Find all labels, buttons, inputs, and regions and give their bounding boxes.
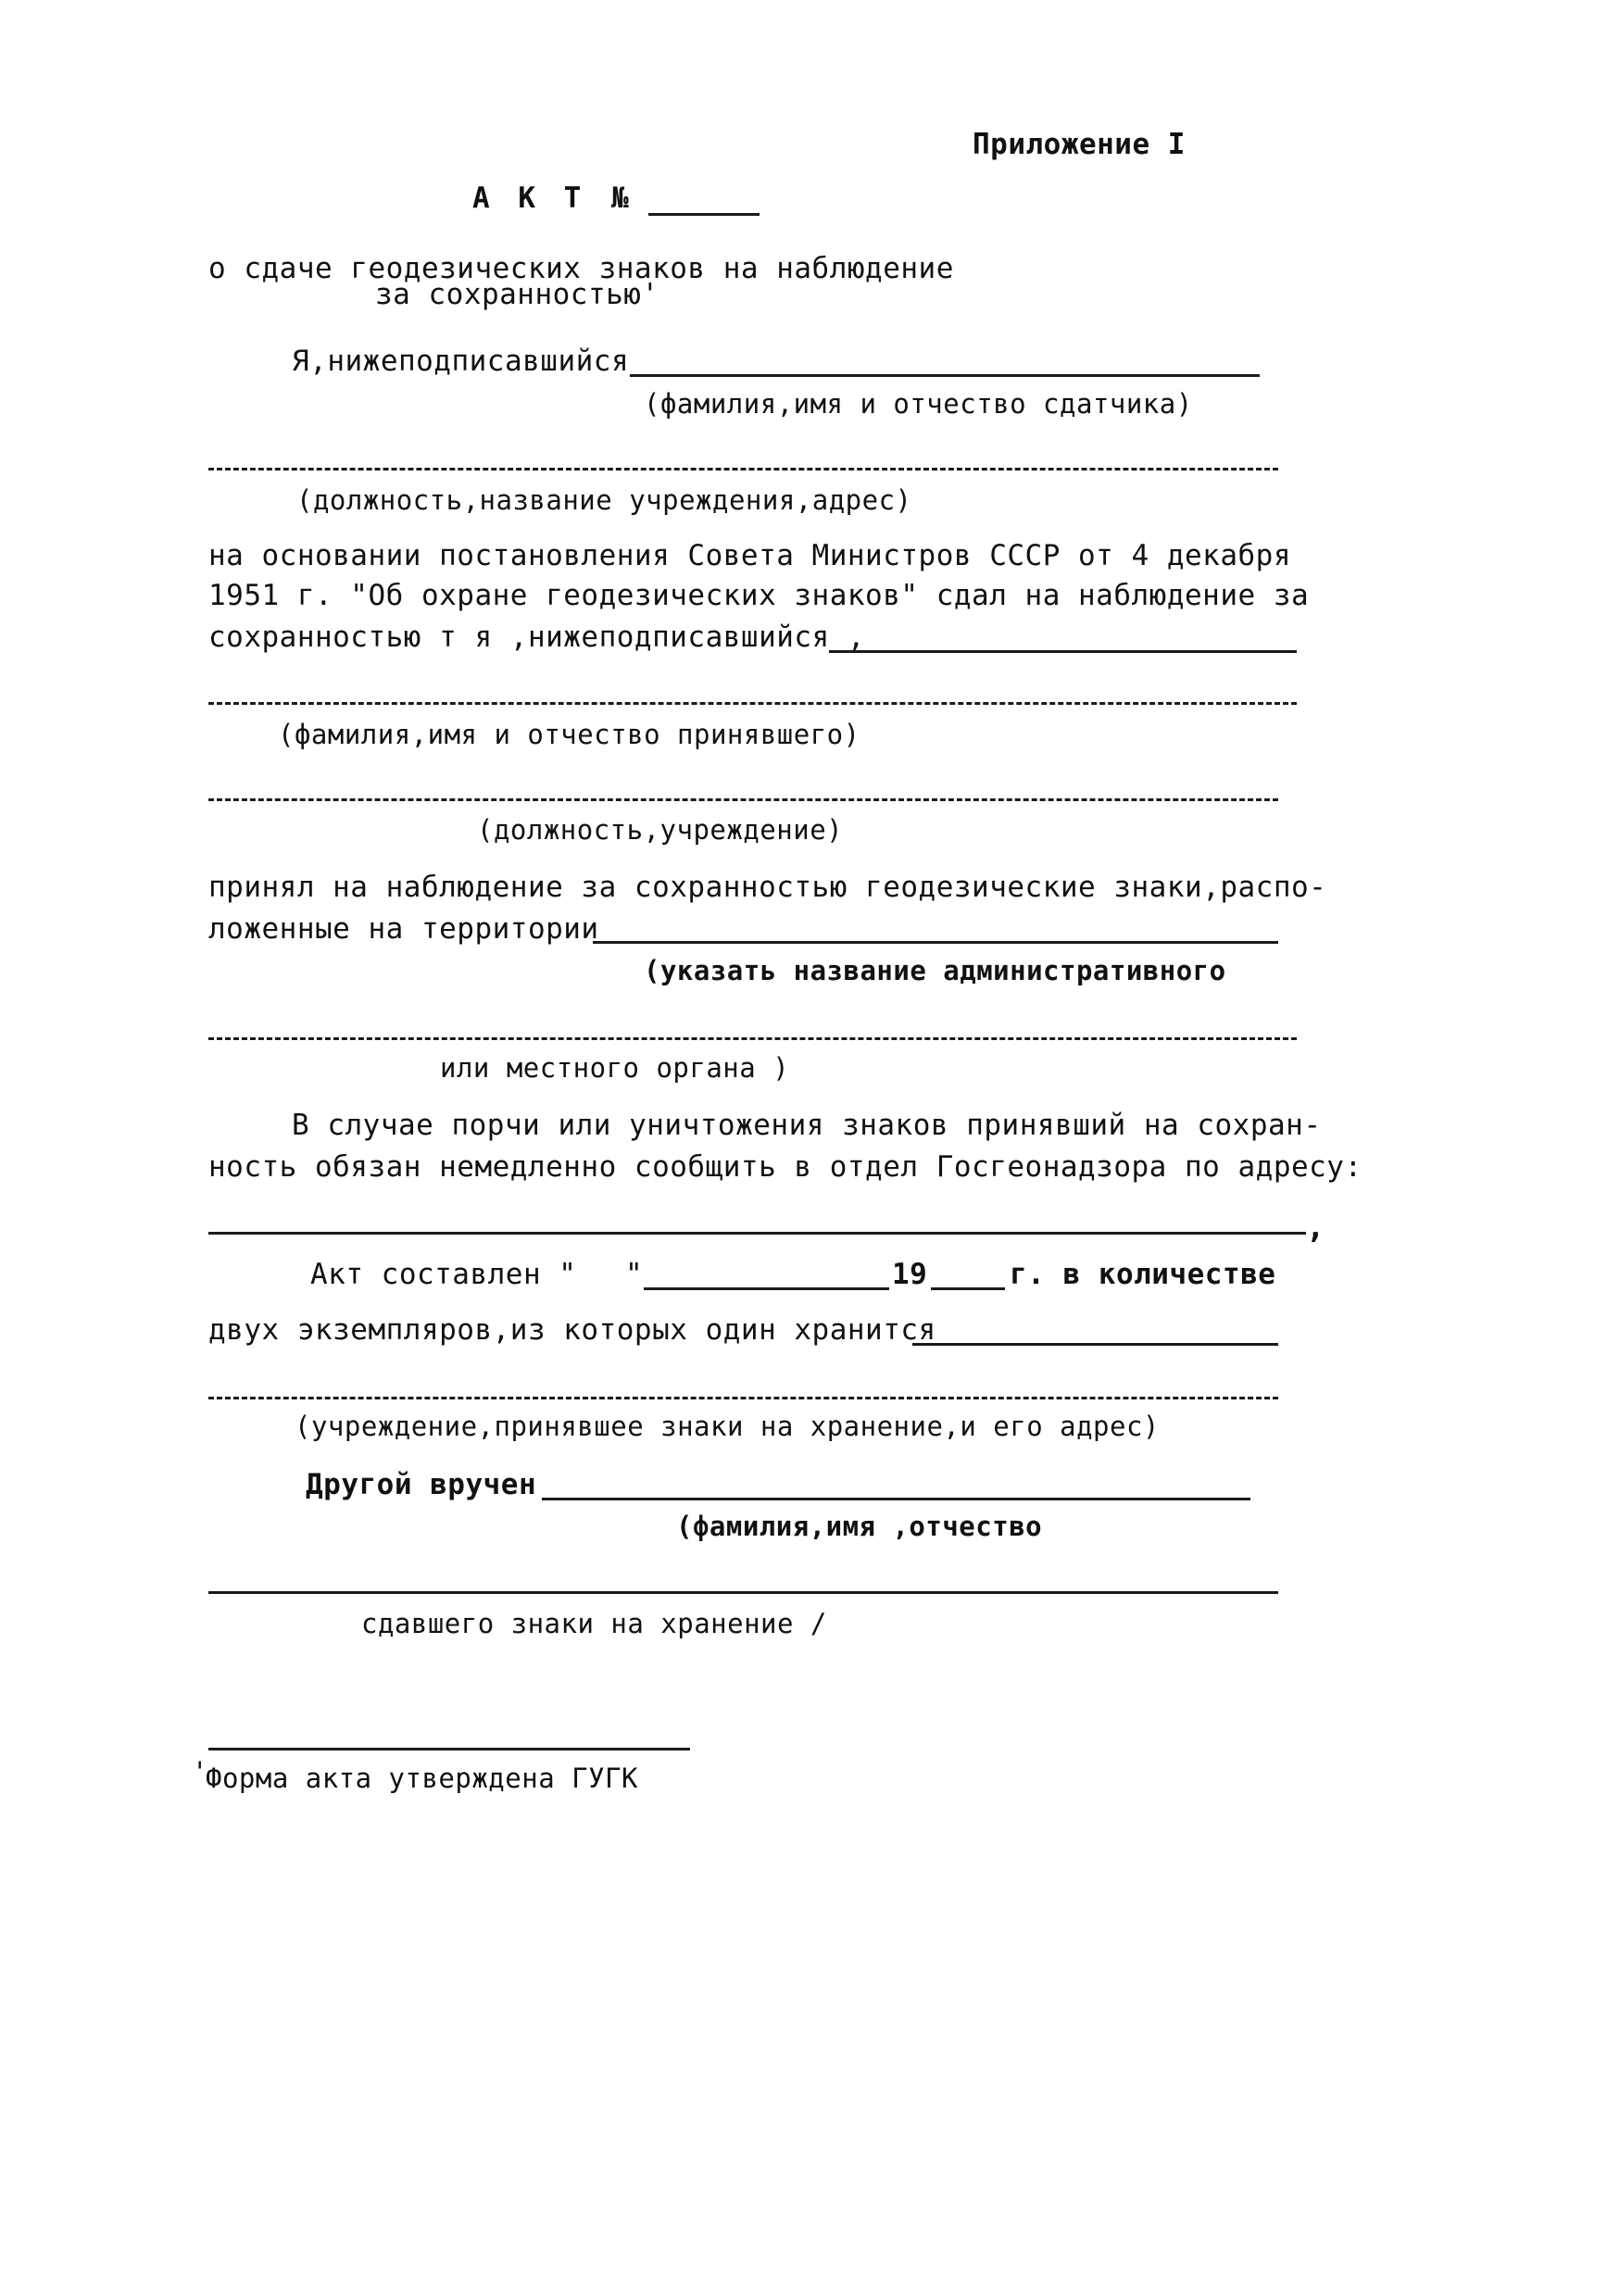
year-prefix: 19	[892, 1258, 928, 1291]
address-field	[208, 1232, 1306, 1235]
para1-line3: сохранностью т я ,нижеподписавшийся ,	[208, 621, 866, 654]
position-institution-address-field	[208, 468, 1278, 470]
para3-line1: В случае порчи или уничтожения знаков принявший на сохран-	[292, 1109, 1322, 1142]
footnote-text: Форма акта утверждена ГУГК	[206, 1763, 638, 1794]
act-compiled-label: Акт составлен "	[310, 1258, 577, 1291]
para3-line2: ность обязан немедленно сообщить в отдел Госгеонадзора по адресу:	[208, 1150, 1363, 1184]
appendix-label: Приложение I	[973, 128, 1186, 161]
undersigned-label: Я,нижеподписавшийся	[292, 345, 630, 378]
other-handed-label: Другой вручен	[306, 1468, 537, 1501]
surrender-name-field	[630, 374, 1260, 377]
other-handed-field	[542, 1498, 1250, 1500]
hint-institution-keeping: (учреждение,принявшее знаки на хранение,и его адрес)	[295, 1411, 1160, 1442]
act-number-field	[648, 213, 760, 216]
position-institution-field	[208, 798, 1278, 801]
receiver-field-part1	[829, 650, 1297, 653]
territory-field-continued	[208, 1037, 1297, 1040]
para2-line1: принял на наблюдение за сохранностью геодезические знаки,распо-	[208, 871, 1327, 904]
year-suffix: г. в количестве	[1010, 1258, 1276, 1291]
copies-line: двух экземпляров,из которых один хранится	[208, 1313, 936, 1347]
hint-admin-line1: (указать название административного	[644, 955, 1226, 986]
year-field	[931, 1287, 1005, 1290]
comma-mark: ,	[1306, 1209, 1325, 1246]
footnote-mark: '	[192, 1756, 208, 1788]
hint-position-institution-address: (должность,название учреждения,адрес)	[296, 484, 912, 516]
receiver-field-part2	[208, 702, 1297, 705]
territory-field	[593, 941, 1278, 944]
hint-receiver-name: (фамилия,имя и отчество принявшего)	[278, 719, 860, 750]
quote-close: "	[625, 1258, 644, 1291]
hint-surrender-name: (фамилия,имя и отчество сдатчика)	[644, 388, 1193, 420]
keeper-field	[912, 1343, 1278, 1346]
hint-admin-line2: или местного органа )	[440, 1052, 790, 1084]
number-sign: №	[611, 182, 630, 215]
keeper-field-continued	[208, 1397, 1278, 1399]
footnote-separator	[208, 1748, 690, 1750]
hint-surrendered-signs: сдавшего знаки на хранение /	[361, 1608, 827, 1639]
subtitle-line1: о сдаче геодезических знаков на наблюдение	[208, 252, 954, 285]
para1-line1: на основании постановления Совета Министров СССР от 4 декабря	[208, 539, 1291, 572]
subtitle-line2: за сохранностью'	[375, 278, 659, 311]
hint-position-institution: (должность,учреждение)	[477, 814, 844, 846]
para2-line2: ложенные на территории	[208, 912, 599, 946]
surrendered-field	[208, 1591, 1278, 1594]
date-field	[644, 1287, 889, 1290]
hint-surname-name-patronymic: (фамилия,имя ,отчество	[676, 1511, 1043, 1542]
para1-line2: 1951 г. "Об охране геодезических знаков" сдал на наблюдение за	[208, 579, 1310, 612]
act-title: А К Т	[472, 182, 587, 215]
